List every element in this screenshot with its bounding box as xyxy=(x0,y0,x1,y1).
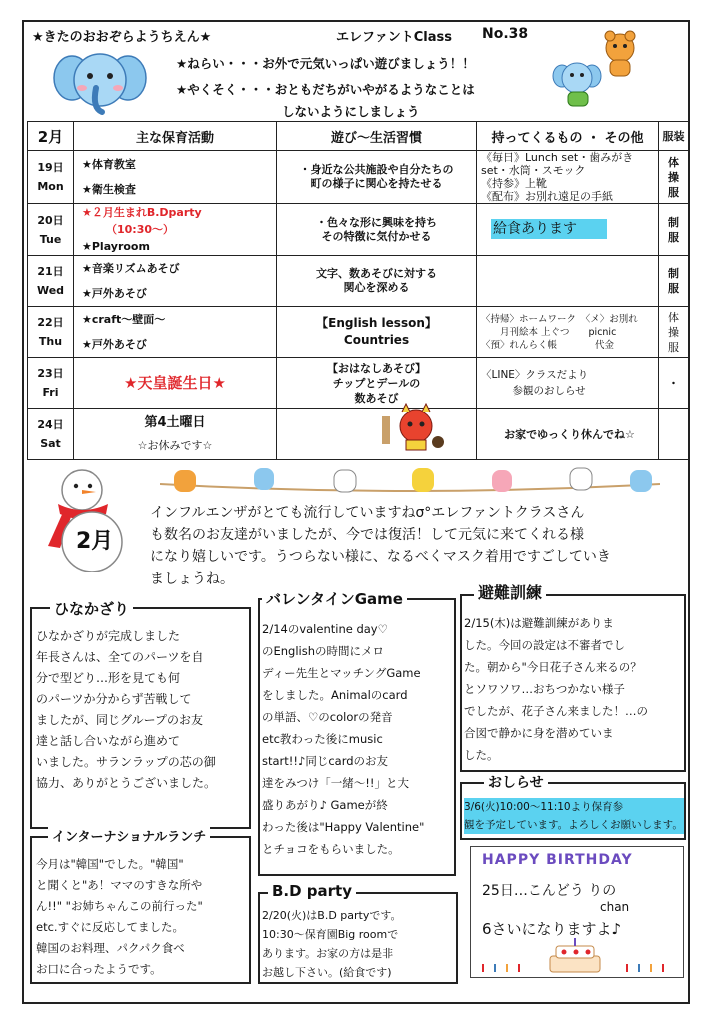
activity-1-time: （10:30～） xyxy=(106,223,175,236)
evacuation-drill-title: 避難訓練 xyxy=(474,580,546,603)
activity-2: ★戸外あそび xyxy=(82,287,147,300)
dress-code: 体 操 服 xyxy=(659,151,689,204)
promise-text-1: ★やくそく・・・おともだちがいやがるようなことは xyxy=(176,82,475,97)
dress-code: 制 服 xyxy=(659,204,689,256)
snowman-icon xyxy=(36,462,132,572)
weekly-schedule-table xyxy=(27,121,689,460)
school-name: ★きたのおおぞらようちえん★ xyxy=(32,30,212,45)
activities-header: 主な保育活動 xyxy=(74,122,277,151)
table-row xyxy=(28,256,689,307)
hinakazari-title: ひなかざり xyxy=(50,598,133,619)
day-date: 19日 xyxy=(37,161,64,174)
bring-items: お家でゆっくり休んでね☆ xyxy=(477,409,659,460)
month-header: 2月 xyxy=(28,122,74,151)
play-goal: 【English lesson】 Countries xyxy=(277,307,477,358)
activity-2: ★衛生検査 xyxy=(82,183,136,196)
animal-garland-icon xyxy=(160,462,660,502)
lunch-note: 給食あります xyxy=(491,219,607,239)
issue-number: No.38 xyxy=(482,26,529,42)
aim-text: ★ねらい・・・お外で元気いっぱい遊びましょう！！ xyxy=(176,56,475,71)
activity-1: ★craft～壁面～ xyxy=(82,313,166,326)
activity-1: ★２月生まれB.Dparty xyxy=(82,206,202,219)
class-name: エレファントClass xyxy=(336,30,452,45)
play-header: 遊び～生活習慣 xyxy=(277,122,477,151)
activity-1: ★音楽リズムあそび xyxy=(82,262,180,275)
day-date: 22日 xyxy=(37,316,64,329)
bring-items: 《毎日》Lunch set・歯みがきset・水筒・スモック 《持参》上靴 《配布》お別れ遠足の手紙 xyxy=(477,151,659,204)
day-weekday: Fri xyxy=(42,386,59,399)
notice-title: おしらせ xyxy=(484,772,548,792)
dress-code xyxy=(659,409,689,460)
notice-text: 3/6(火)10:00～11:10より保育参 観を予定しています。よろしくお願いします。 xyxy=(464,798,684,834)
dress-code: 体 操 服 xyxy=(659,307,689,358)
day-weekday: Mon xyxy=(37,180,64,193)
cake-icon xyxy=(480,938,680,976)
international-lunch-text: 今月は"韓国"でした。"韓国" と聞くと"あ！ママのすきな所や ん!!" "お姉ちゃんこの前行った" etc.すぐに反応してました。 韓国のお料理、パクパク食べ お口に合ったようです。 xyxy=(36,857,203,976)
bring-items: 〈LINE〉クラスだより 参観のおしらせ xyxy=(477,358,659,409)
bring-items xyxy=(477,256,659,307)
activity-2: ★Playroom xyxy=(82,240,150,253)
activity-1: ★体育教室 xyxy=(82,158,136,171)
dress-code: ・ xyxy=(659,358,689,409)
evacuation-drill-text: 2/15(木)は避難訓練がありま した。今回の設定は不審者でし た。朝から"今日花子さん来るの？ とソワソワ…おちつかない様子 でしたが、花子さん来ました！…の 合図で静かに身を潜めていま した。 xyxy=(464,616,648,762)
day-date: 21日 xyxy=(37,265,64,278)
table-row xyxy=(28,409,689,460)
play-goal xyxy=(277,409,477,460)
activity-2: ★戸外あそび xyxy=(82,338,147,351)
dress-header: 服装 xyxy=(659,122,689,151)
elephant-icon xyxy=(52,48,148,116)
birthday-chan: chan xyxy=(600,900,630,914)
promise-text-2: しないようにしましょう xyxy=(282,104,420,119)
birthday-age-line: 6さいになりますよ♪ xyxy=(482,920,622,938)
bring-items: 〈持帰〉ホームワーク 〈メ〉お別れ 月刊絵本 上ぐつ picnic 〈預〉れんらく帳 代金 xyxy=(477,307,659,358)
table-row xyxy=(28,151,689,204)
oni-demon-icon xyxy=(380,402,446,452)
play-goal: ・色々な形に興味を持ち その特徴に気付かせる xyxy=(277,204,477,256)
international-lunch-title: インターナショナルランチ xyxy=(48,826,210,845)
day-date: 24日 xyxy=(37,418,64,431)
play-goal: 文字、数あそびに対する 関心を深める xyxy=(277,256,477,307)
play-goal: ・身近な公共施設や自分たちの 町の様子に関心を持たせる xyxy=(277,151,477,204)
play-goal: 【おはなしあそび】 チップとデールの 数あそび xyxy=(277,358,477,409)
day-weekday: Thu xyxy=(38,335,63,348)
table-row xyxy=(28,307,689,358)
intro-message: インフルエンザがとても流行していますねσ°エレファントクラスさん も数名のお友達がいましたが、今では復活！して元気に来てくれる様 になり嬉しいです。うつらない様に、なるべくマスク着用ですごしていき ましょうね。 xyxy=(150,505,611,587)
hinakazari-text: ひなかざりが完成しました 年長さんは、全てのパーツを自 分で型どり…形を見ても何 のパーツか分からず苦戦して ましたが、同じグループのお友 達と話し合いながら進めて いました。サランラップの芯の御 協力、ありがとうございました。 xyxy=(36,629,217,790)
table-row xyxy=(28,204,689,256)
day-weekday: Sat xyxy=(40,437,61,450)
month-badge: 2月 xyxy=(76,529,114,554)
birthday-child-line: 25日…こんどう りの xyxy=(482,883,617,899)
day-weekday: Tue xyxy=(39,232,62,246)
valentine-title: バレンタインGame xyxy=(262,588,407,609)
happy-birthday-banner: HAPPY BIRTHDAY xyxy=(482,852,633,868)
table-row xyxy=(28,358,689,409)
day-weekday: Wed xyxy=(36,284,65,297)
saturday-note: ☆お休みです☆ xyxy=(137,439,213,452)
saturday-label: 第4土曜日 xyxy=(144,415,206,430)
bring-header: 持ってくるもの ・ その他 xyxy=(477,122,659,151)
valentine-text: 2/14のvalentine day♡ のEnglishの時間にメロ ディー先生とマッチングGame をしました。Animalのcard の単語、♡のcolorの発音 etc教わった後にmusic start!!♪同じcardのお友 達をみつけ「一緒～!!」と大 盛りあがり♪ Gameが終 わった後は"Happy Valentine" とチョコをもらいました。 xyxy=(262,622,425,856)
bear-elephant-icon xyxy=(548,28,648,112)
dress-code: 制 服 xyxy=(659,256,689,307)
holiday-label: ★天皇誕生日★ xyxy=(124,373,226,392)
day-date: 20日 xyxy=(37,213,64,227)
bdparty-text: 2/20(火)はB.D partyです。 10:30～保育園Big roomで あります。お家の方は是非 お越し下さい。(給食です) xyxy=(262,909,402,979)
day-date: 23日 xyxy=(37,367,64,380)
bdparty-title: B.D party xyxy=(268,882,356,900)
